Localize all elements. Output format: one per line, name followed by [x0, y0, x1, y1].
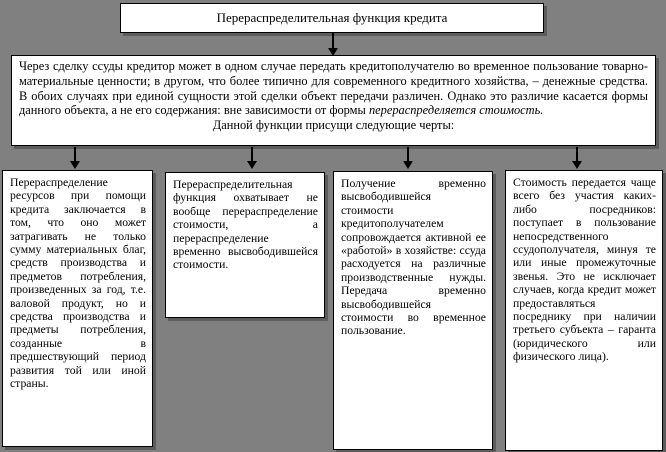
feature-text: Перераспределительная функция охватывает не вообще перераспределение стоимости, а перераспределение временно высвободившейся стоимости. [173, 178, 318, 272]
arrow-line [407, 147, 409, 161]
title-box [120, 3, 544, 33]
feature-text: Стоимость передается чаще всего без участия каких-либо посредников: поступает в пользование непосредственного ссудополучателя, минуя те или иные промежуточные звенья. Это не исключает случаев, когда кредит может предоставляться посреднику при наличии третьего субъекта – гаранта (юридического или физического лица). [513, 176, 656, 364]
feature-text: Получение временно высвободившейся стоимости кредитополучателем сопровождается активной ее «работой» в хозяйстве: ссуда расходуется на различные производственные нужды. Передача временно высвободившейся стоимости во временное пользование. [341, 177, 486, 338]
features-caption: Данной функции присущи следующие черты: [212, 118, 455, 133]
arrow-line [251, 147, 253, 161]
main-description-box [11, 55, 656, 146]
arrow-head-icon [403, 161, 413, 169]
main-body-text: Через сделку ссуды кредитор может в одном случае передать кредитополучателю во временное пользование товарно-материальные ценности; в другом, что более типично для современного кредитного хозяйства, – денежные средства. В обоих случаях при единой сущности этой сделки объект передачи различен. Однако это различие касается формы данного объекта, а не его содержания: вне зависимости от формы [19, 59, 648, 118]
feature-box-2 [165, 172, 325, 318]
feature-box-3 [333, 171, 493, 450]
connector-arrow-title-to-main [328, 33, 338, 56]
arrow-line [332, 33, 334, 48]
arrow-head-icon [70, 161, 80, 169]
feature-box-1 [2, 170, 153, 447]
arrow-head-icon [572, 161, 582, 169]
arrow-line [74, 147, 76, 161]
feature-box-4 [505, 170, 663, 451]
connector-arrow-feature-2 [247, 147, 257, 169]
arrow-head-icon [247, 161, 257, 169]
feature-text: Перераспределение ресурсов при помощи кредита заключается в том, что оно может затрагивать не только сумму материальных благ, средств производства и предметов потребления, произведенных за год, т.е. валовой продукт, но и средства производства и предметы потребления, созданные в предшествующий период развития той или иной страны. [10, 176, 146, 391]
arrow-line [576, 147, 578, 161]
diagram-title: Перераспределительная функция кредита [216, 10, 448, 25]
main-description-text [19, 59, 648, 118]
connector-arrow-feature-3 [403, 147, 413, 169]
connector-arrow-feature-4 [572, 147, 582, 169]
main-italic-phrase: перераспределяется стоимость. [368, 103, 544, 118]
connector-arrow-feature-1 [70, 147, 80, 169]
